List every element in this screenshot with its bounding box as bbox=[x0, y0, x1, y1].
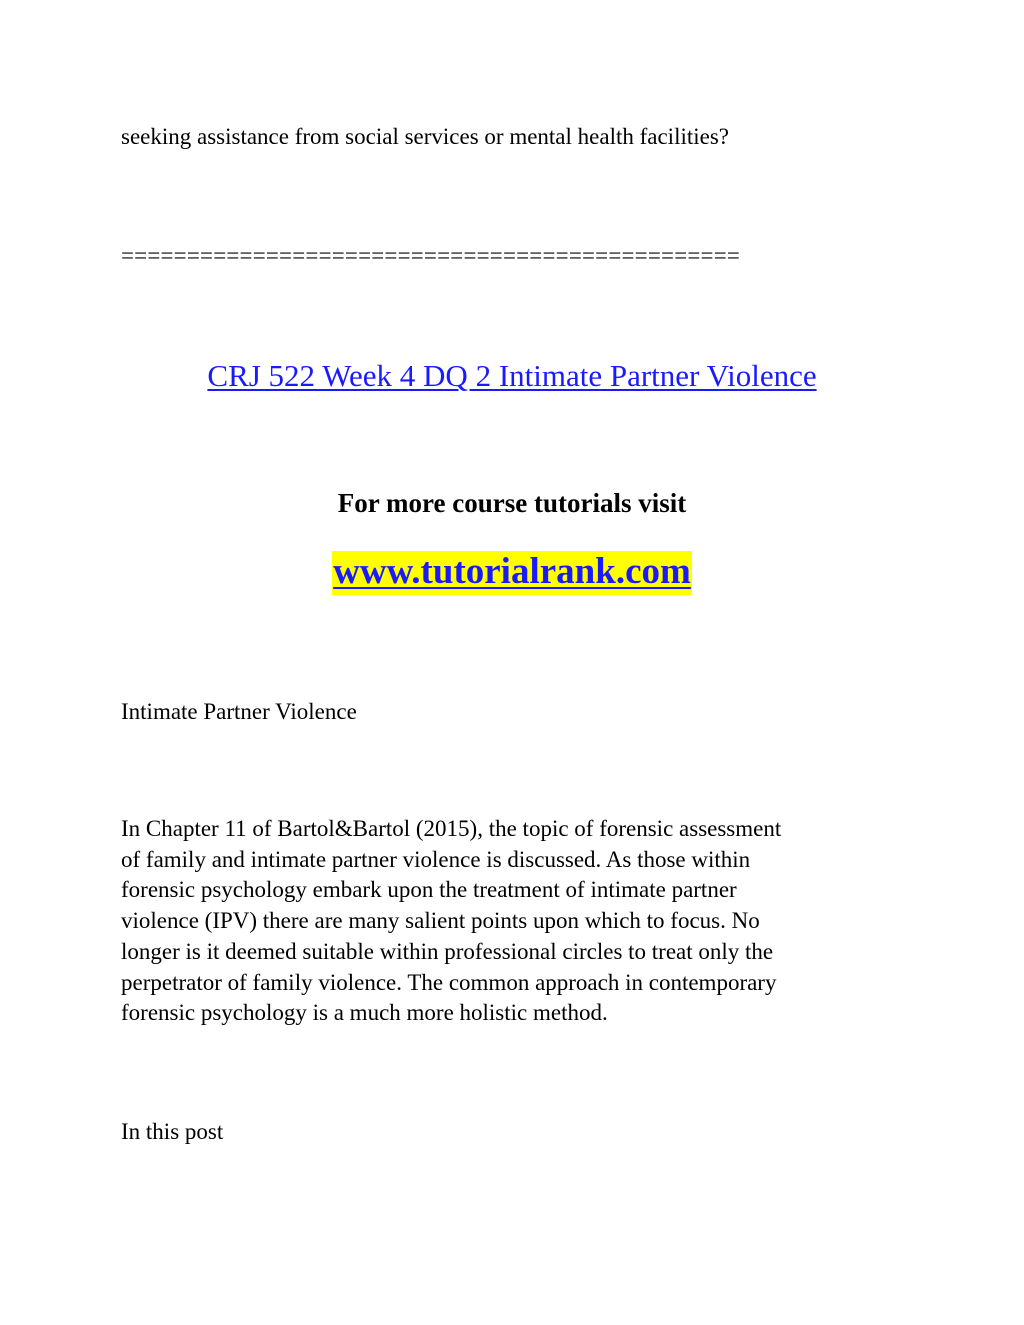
intro-text-line: seeking assistance from social services or mental health facilities? bbox=[121, 124, 729, 149]
paragraph-line: forensic psychology is a much more holistic method. bbox=[121, 1000, 608, 1026]
separator-line: =============================================== bbox=[121, 243, 741, 268]
body-paragraph bbox=[121, 814, 911, 1029]
paragraph-line: forensic psychology embark upon the treatment of intimate partner bbox=[121, 877, 737, 903]
closing-text-line: In this post bbox=[121, 1119, 224, 1144]
paragraph-line: perpetrator of family violence. The common approach in contemporary bbox=[121, 969, 777, 995]
site-link[interactable]: www.tutorialrank.com bbox=[332, 551, 692, 595]
paragraph-line: In Chapter 11 of Bartol&Bartol (2015), the topic of forensic assessment bbox=[121, 816, 782, 841]
course-title-container bbox=[0, 356, 1024, 396]
site-link-container bbox=[0, 549, 1024, 595]
paragraph-line: violence (IPV) there are many salient points upon which to focus. No bbox=[121, 908, 760, 934]
promo-heading: For more course tutorials visit bbox=[337, 488, 687, 518]
course-title-link[interactable]: CRJ 522 Week 4 DQ 2 Intimate Partner Violence bbox=[207, 358, 817, 393]
section-title: Intimate Partner Violence bbox=[121, 699, 357, 724]
paragraph-line: of family and intimate partner violence is discussed. As those within bbox=[121, 846, 751, 872]
paragraph-line: longer is it deemed suitable within professional circles to treat only the bbox=[121, 938, 774, 964]
